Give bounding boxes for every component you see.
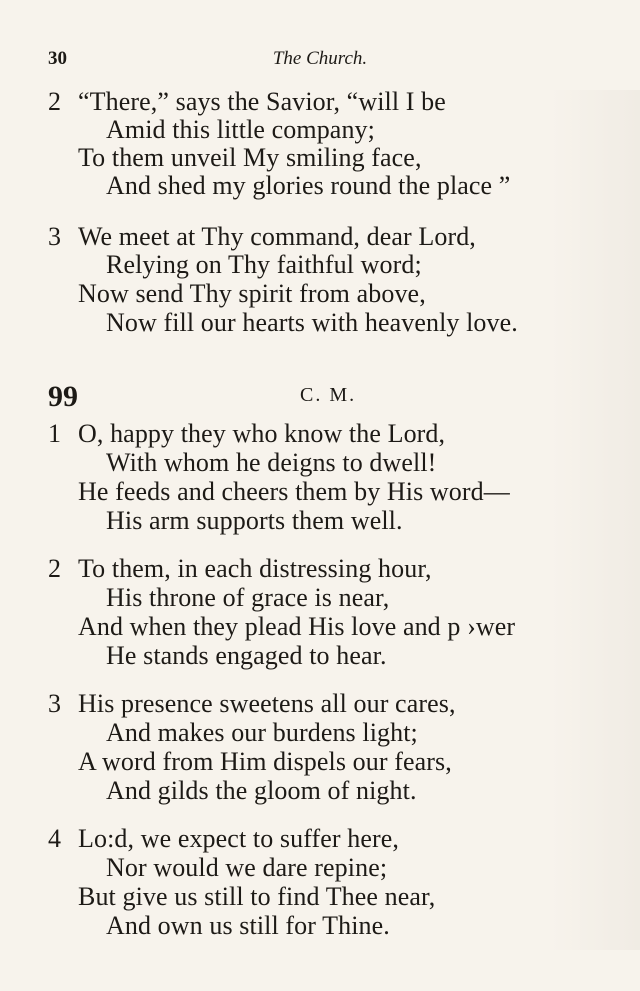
verse-number: 4 (48, 824, 61, 853)
verse-number: 3 (48, 689, 61, 718)
hymn-number: 99 (48, 380, 78, 413)
verse-line: We meet at Thy command, dear Lord, (78, 222, 476, 251)
verse-number: 3 (48, 222, 61, 251)
verse-line: O, happy they who know the Lord, (78, 419, 446, 448)
verse-number: 2 (48, 87, 61, 116)
verse-line: Relying on Thy faithful word; (106, 250, 422, 279)
verse-number: 1 (48, 419, 61, 448)
page-header (48, 48, 592, 74)
verse-line: “There,” says the Savior, “will I be (78, 87, 446, 116)
verse-line: A word from Him dispels our fears, (78, 747, 452, 776)
verse-line: And makes our burdens light; (106, 718, 418, 747)
verse-line: His arm supports them well. (106, 506, 403, 535)
verse-number: 2 (48, 554, 61, 583)
running-head: The Church. (272, 48, 368, 69)
verse-line: He stands engaged to hear. (106, 641, 387, 670)
verse-line: Now send Thy spirit from above, (78, 279, 426, 308)
verse-line: Now fill our hearts with heavenly love. (106, 308, 518, 337)
verse-line: His throne of grace is near, (106, 583, 390, 612)
page-number: 30 (48, 48, 67, 69)
verse-line: And shed my glories round the place ” (106, 171, 511, 200)
verse-line: With whom he deigns to dwell! (106, 448, 437, 477)
verse-line: Amid this little company; (106, 115, 375, 144)
verse-line: Nor would we dare repine; (106, 853, 388, 882)
verse-line: He feeds and cheers them by His word— (78, 477, 510, 506)
show-through-shadow (550, 90, 640, 950)
verse-line: But give us still to find Thee near, (78, 882, 436, 911)
verse-line: And own us still for Thine. (106, 911, 390, 940)
verse-line: His presence sweetens all our cares, (78, 689, 456, 718)
verse-line: And when they plead His love and p ›wer (78, 612, 516, 641)
verse-line: Lo:d, we expect to suffer here, (78, 824, 399, 853)
hymn-meter: C. M. (300, 384, 357, 406)
verse-line: And gilds the gloom of night. (106, 776, 417, 805)
verse-line: To them, in each distressing hour, (78, 554, 432, 583)
verse-line: To them unveil My smiling face, (78, 143, 422, 172)
